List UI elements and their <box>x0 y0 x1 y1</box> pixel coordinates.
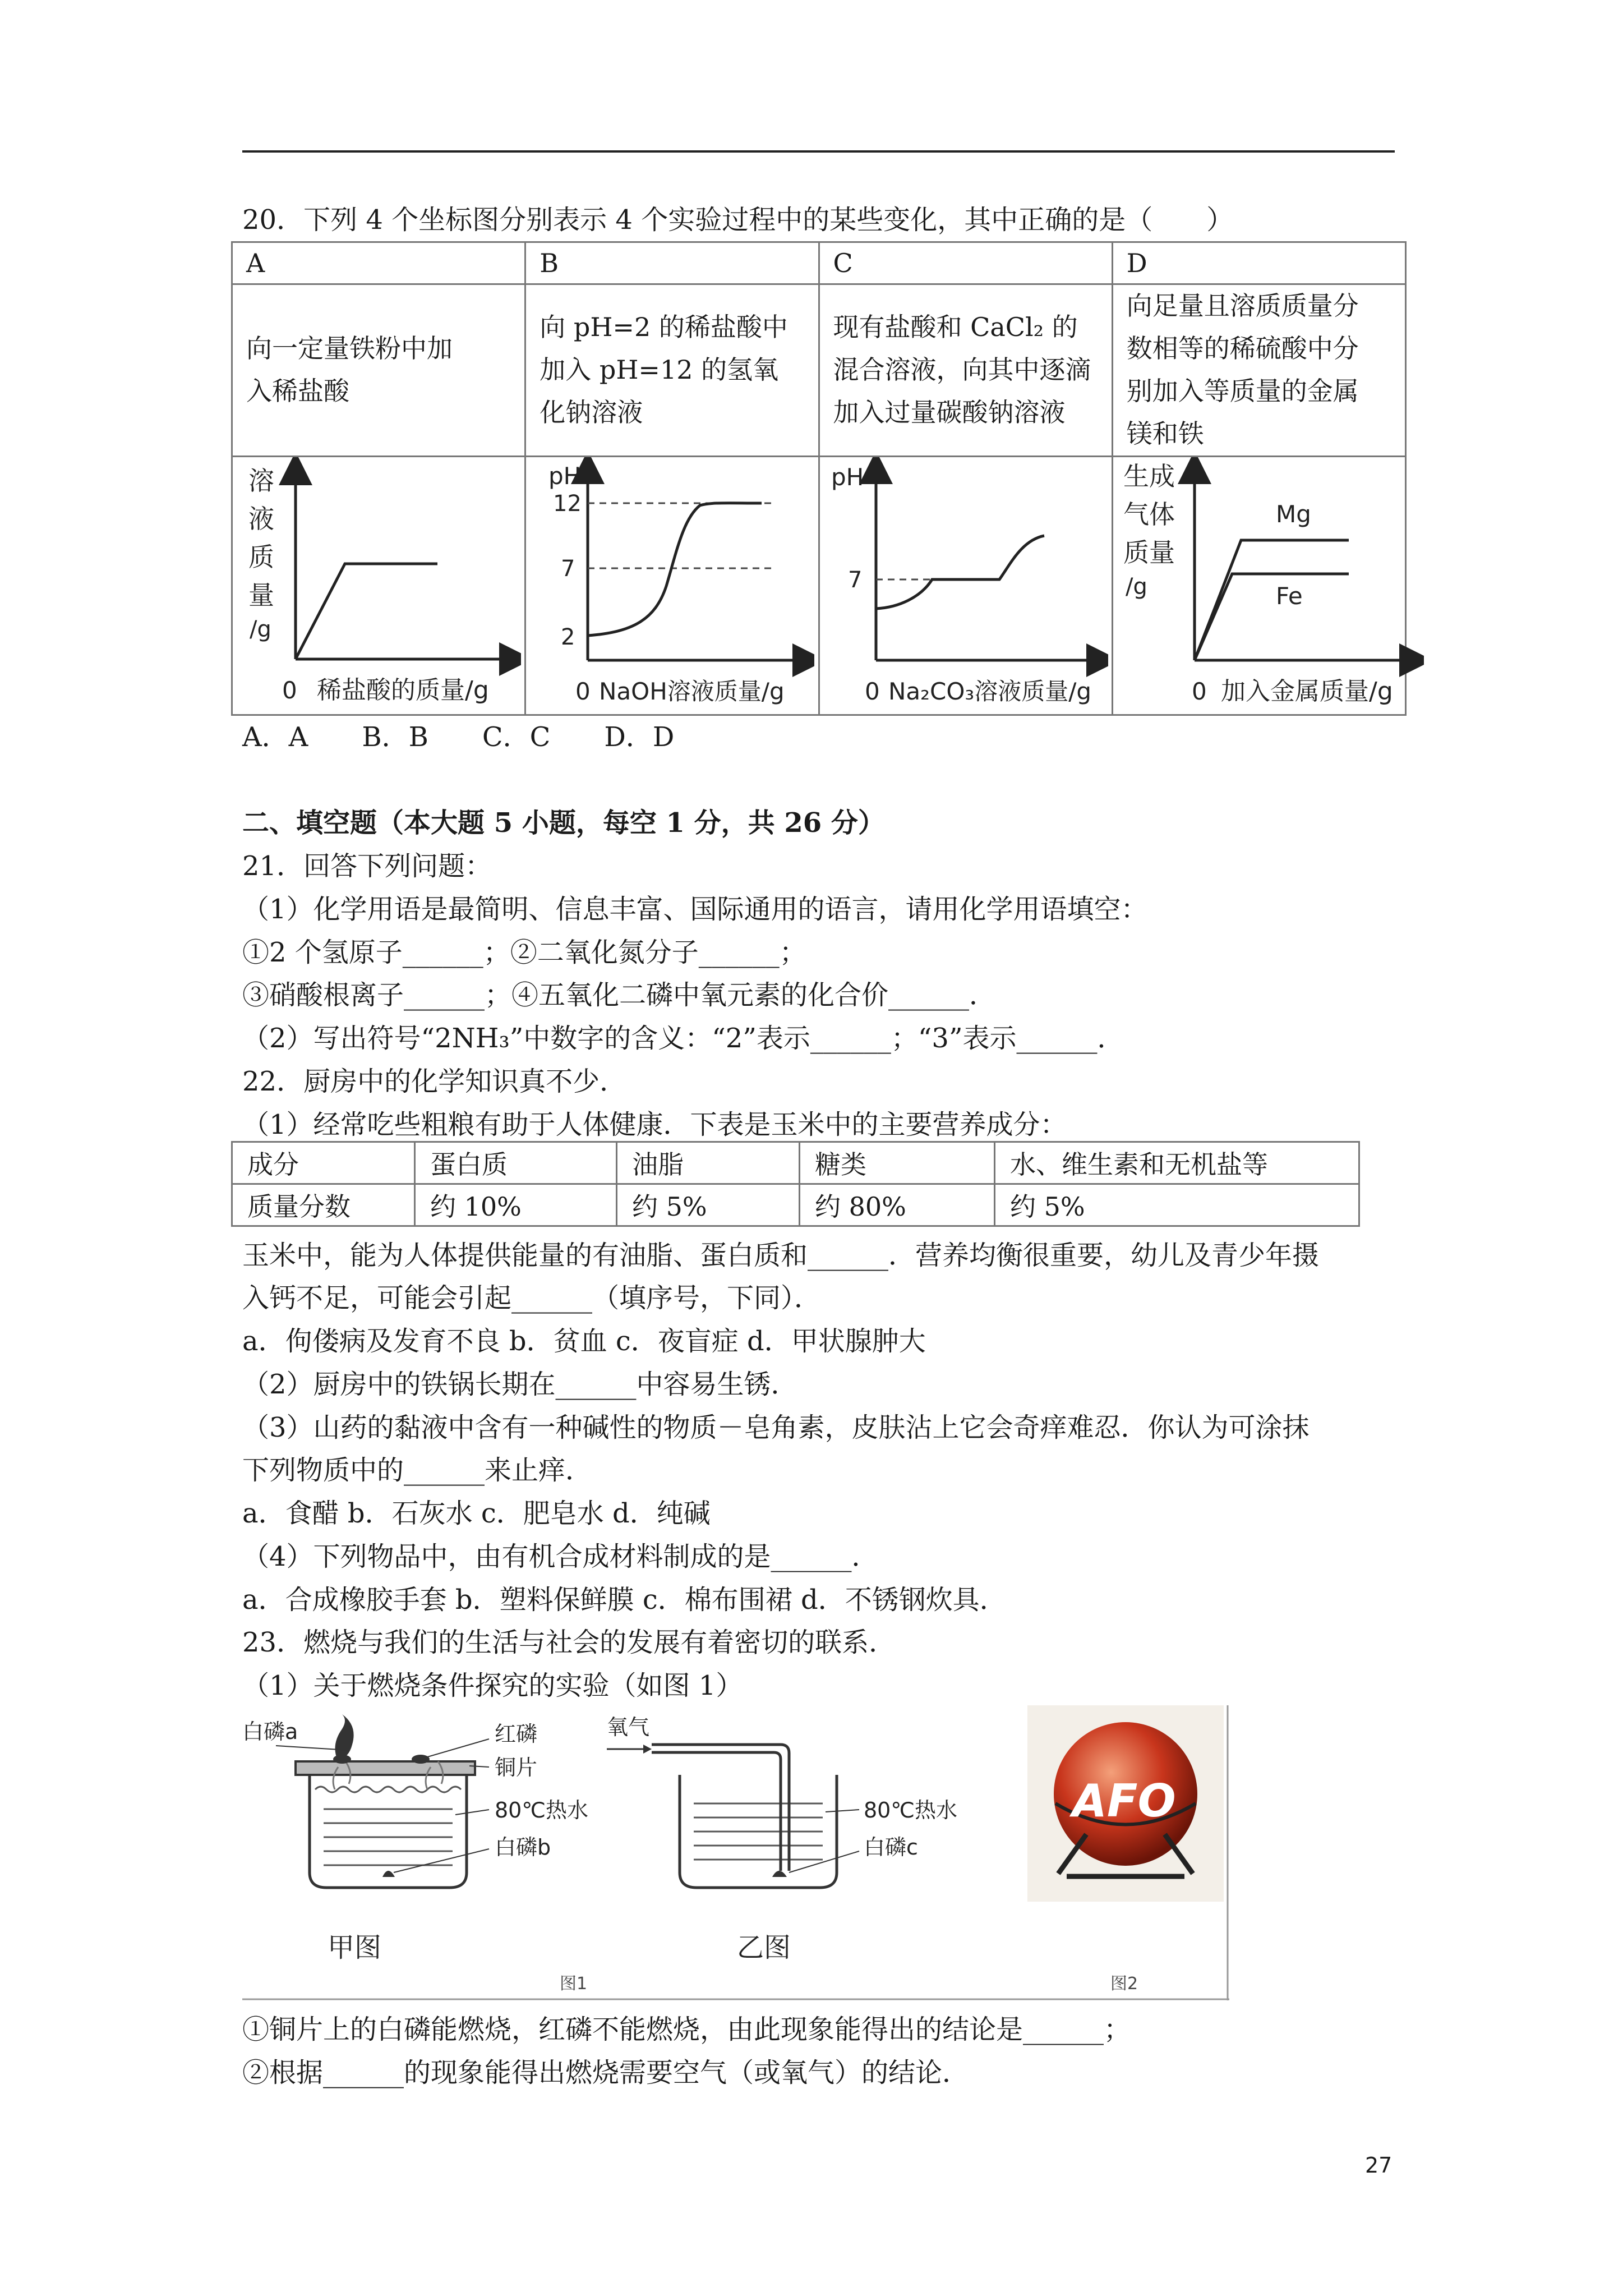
q22-line-10: （4）下列物品中，由有机合成材料制成的是______． <box>242 1541 879 1572</box>
q22-line-6: （2）厨房中的铁锅长期在______中容易生锈． <box>242 1369 798 1400</box>
y-label: pH <box>831 463 864 491</box>
label-hot-water-right: 80℃热水 <box>864 1798 958 1823</box>
label-white-p-b: 白磷b <box>495 1835 551 1860</box>
q23-line-3: ①铜片上的白磷能燃烧，红磷不能燃烧，由此现象能得出的结论是______； <box>242 2014 1131 2045</box>
label-red-p: 红磷 <box>495 1722 538 1746</box>
series-mg-label: Mg <box>1275 500 1311 528</box>
x-label: 加入金属质量/g <box>1220 677 1393 706</box>
copper-plate <box>296 1761 475 1775</box>
curve-fe <box>1195 574 1349 660</box>
caption-jia: 甲图 <box>328 1932 382 1963</box>
q20-col-c-desc <box>819 284 1112 457</box>
x-label: 稀盐酸的质量/g <box>317 675 489 705</box>
tick-2: 2 <box>561 624 575 650</box>
tick-7: 7 <box>847 567 862 593</box>
y-label-2: 气体 <box>1123 499 1175 530</box>
y-label: pH <box>548 462 582 490</box>
label-copper: 铜片 <box>495 1755 538 1780</box>
graph-a <box>232 456 525 715</box>
y-label-unit: /g <box>1125 573 1147 600</box>
q20-col-b-key: B <box>525 242 819 284</box>
y-label-1: 生成 <box>1123 461 1175 491</box>
nut-header-cell: 成分 <box>232 1142 415 1184</box>
beaker-left <box>242 1714 588 1888</box>
nut-cell: 约 5% <box>995 1184 1359 1226</box>
nut-header-cell: 蛋白质 <box>415 1142 617 1184</box>
q23-line-4: ②根据______的现象能得出燃烧需要空气（或氧气）的结论． <box>242 2057 970 2088</box>
q21-line-5: （2）写出符号“2NH₃”中数字的含义：“2”表示______；“3”表示______． <box>242 1023 1124 1054</box>
desc-line: 向一定量铁粉中加 <box>246 333 453 364</box>
origin: 0 <box>1191 677 1207 705</box>
q22-line-11: a．合成橡胶手套 b．塑料保鲜膜 c．棉布围裙 d．不锈钢炊具． <box>242 1584 1007 1616</box>
curve <box>588 503 762 635</box>
x-label: Na₂CO₃溶液质量/g <box>888 677 1091 705</box>
q22-line-5: a．佝偻病及发育不良 b．贫血 c．夜盲症 d．甲状腺肿大 <box>242 1326 926 1357</box>
graph-c <box>819 456 1112 715</box>
desc-line: 化钠溶液 <box>540 397 643 427</box>
desc-line: 向足量且溶质质量分 <box>1126 291 1359 321</box>
y-label-4: 量 <box>248 579 274 610</box>
desc-line: 入稀盐酸 <box>246 375 349 406</box>
q22-line-2: （1）经常吃些粗粮有助于人体健康．下表是玉米中的主要营养成分： <box>242 1109 1067 1140</box>
caption-fig1: 图1 <box>560 1974 588 1994</box>
label-white-p-c: 白磷c <box>864 1835 918 1860</box>
desc-line: 别加入等质量的金属 <box>1126 375 1359 406</box>
q22-line-7: （3）山药的黏液中含有一种碱性的物质－皂角素，皮肤沾上它会奇痒难忍．你认为可涂抹 <box>242 1412 1310 1443</box>
q23-line-2: （1）关于燃烧条件探究的实验（如图 1） <box>242 1670 743 1701</box>
desc-line: 现有盐酸和 CaCl₂ 的 <box>833 311 1078 342</box>
nut-cell: 约 5% <box>617 1184 800 1226</box>
desc-line: 数相等的稀硫酸中分 <box>1126 333 1359 364</box>
nut-header-cell: 水、维生素和无机盐等 <box>995 1142 1359 1184</box>
nut-cell: 约 80% <box>800 1184 995 1226</box>
q21-line-3: ①2 个氢原子______；②二氧化氮分子______； <box>242 937 806 968</box>
x-label: NaOH溶液质量/g <box>599 677 785 705</box>
y-label-unit: /g <box>250 616 271 642</box>
q23-line-1: 23．燃烧与我们的生活与社会的发展有着密切的联系． <box>242 1627 896 1658</box>
curve <box>296 564 437 659</box>
fire-ball-photo <box>1027 1705 1224 1902</box>
curve-mg <box>1195 540 1349 660</box>
label-white-p-a: 白磷a <box>242 1719 298 1744</box>
q22-line-4: 入钙不足，可能会引起______（填序号，下同）． <box>242 1282 822 1314</box>
y-label-2: 液 <box>248 503 274 534</box>
nutrition-table <box>231 1141 1360 1227</box>
graph-c-svg <box>820 457 1108 714</box>
nut-header-cell: 油脂 <box>617 1142 800 1184</box>
q21-line-2: （1）化学用语是最简明、信息丰富、国际通用的语言，请用化学用语填空： <box>242 894 1148 925</box>
q22-line-1: 22．厨房中的化学知识真不少． <box>242 1066 627 1097</box>
desc-line: 加入过量碳酸钠溶液 <box>833 397 1066 427</box>
q20-col-b-desc <box>525 284 819 457</box>
tick-7: 7 <box>561 555 575 582</box>
section-title: 二、填空题（本大题 5 小题，每空 1 分，共 26 分） <box>242 807 885 839</box>
desc-line: 加入 pH=12 的氢氧 <box>540 354 779 385</box>
beaker-right <box>607 1715 957 1888</box>
q20-options: A．A B．B C．C D．D <box>242 721 675 753</box>
page-number: 27 <box>1365 2153 1393 2178</box>
curve <box>876 536 1044 609</box>
q22-line-9: a．食醋 b．石灰水 c．肥皂水 d．纯碱 <box>242 1498 711 1529</box>
graph-a-svg <box>233 457 521 714</box>
q20-col-d-desc <box>1112 284 1405 457</box>
desc-line: 镁和铁 <box>1126 418 1204 449</box>
q22-line-8: 下列物质中的______来止痒． <box>242 1455 593 1486</box>
q23-figure <box>242 1705 1229 2000</box>
caption-fig2: 图2 <box>1110 1974 1138 1994</box>
series-fe-label: Fe <box>1275 582 1303 610</box>
y-label-1: 溶 <box>248 465 274 496</box>
q23-figure-svg <box>242 1705 1229 2000</box>
nut-cell: 约 10% <box>415 1184 617 1226</box>
graph-d-svg <box>1113 457 1424 714</box>
origin: 0 <box>282 676 297 704</box>
label-hot-water-left: 80℃热水 <box>495 1798 589 1823</box>
graph-d <box>1112 456 1405 715</box>
desc-line: 混合溶液，向其中逐滴 <box>833 354 1091 385</box>
tick-12: 12 <box>553 490 582 517</box>
y-label-3: 质 <box>248 541 274 572</box>
q20-stem: 20．下列 4 个坐标图分别表示 4 个实验过程中的某些变化，其中正确的是（ ） <box>242 204 1234 236</box>
q20-col-c-key: C <box>819 242 1112 284</box>
y-label-3: 质量 <box>1123 537 1175 568</box>
q20-col-a-key: A <box>232 242 525 284</box>
graph-b-svg <box>526 457 814 714</box>
q20-col-d-key: D <box>1112 242 1405 284</box>
graph-b <box>525 456 819 715</box>
q22-line-3: 玉米中，能为人体提供能量的有油脂、蛋白质和______．营养均衡很重要，幼儿及青少年摄 <box>242 1240 1320 1271</box>
caption-yi: 乙图 <box>737 1932 791 1963</box>
q20-table <box>231 241 1407 716</box>
q21-line-1: 21．回答下列问题： <box>242 850 492 882</box>
origin: 0 <box>864 677 880 705</box>
desc-line: 向 pH=2 的稀盐酸中 <box>540 311 788 342</box>
nut-cell: 质量分数 <box>232 1184 415 1226</box>
label-oxygen: 氧气 <box>607 1715 650 1740</box>
q21-line-4: ③硝酸根离子______；④五氧化二磷中氧元素的化合价______． <box>242 979 997 1011</box>
ball-logo: AFO <box>1072 1775 1176 1827</box>
origin: 0 <box>575 677 591 705</box>
nut-header-cell: 糖类 <box>800 1142 995 1184</box>
q20-col-a-desc <box>232 284 525 457</box>
header-rule <box>242 150 1395 153</box>
flame-icon <box>335 1714 354 1760</box>
